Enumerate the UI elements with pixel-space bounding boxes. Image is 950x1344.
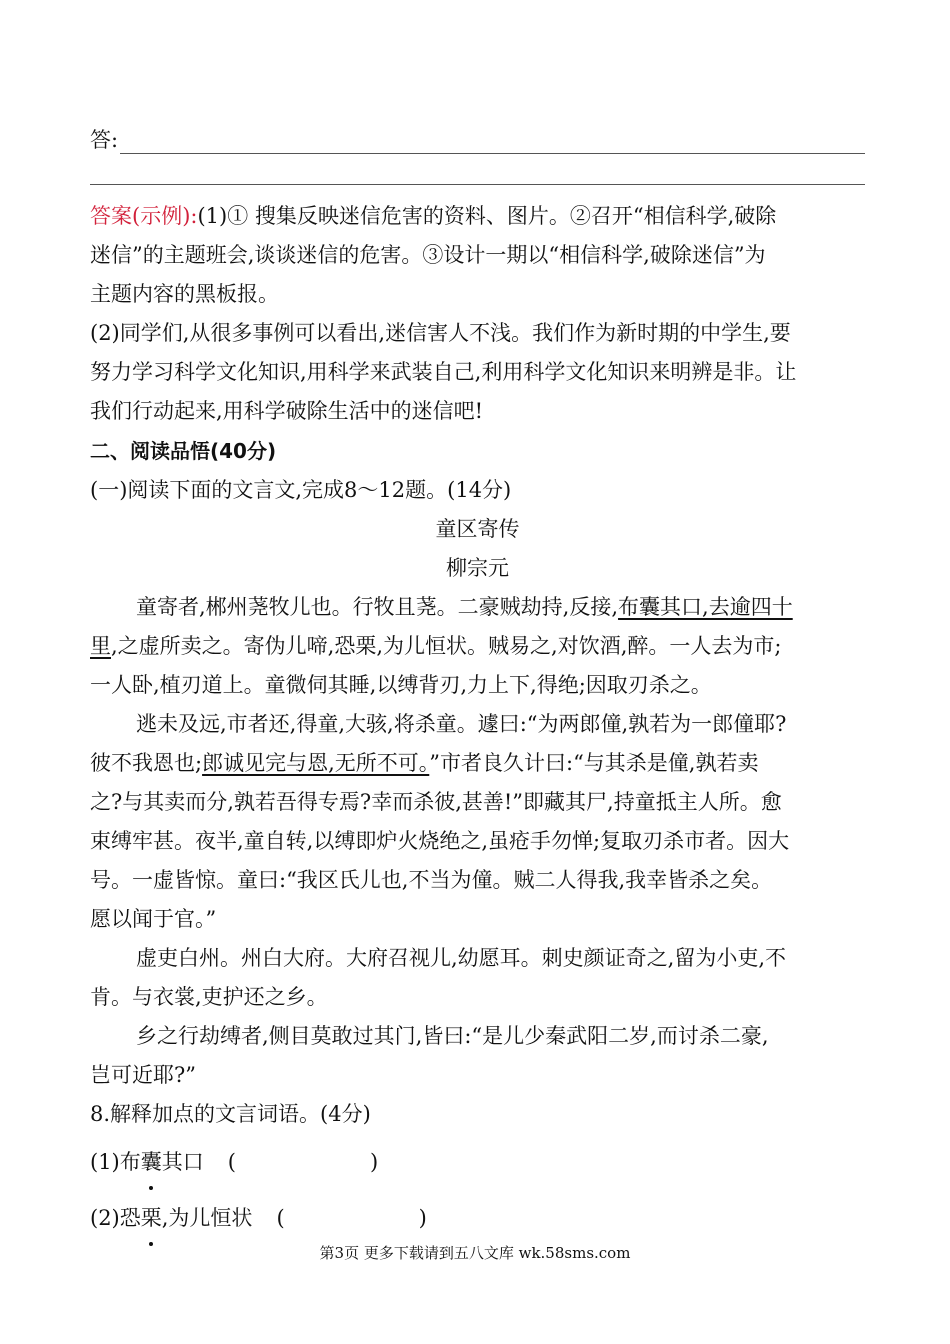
sub-instruction: (一)阅读下面的文言文,完成8～12题。(14分) [90,478,512,502]
q1-open-paren: ( [227,1150,236,1174]
sample-answer-block [90,197,865,431]
question-8-stem: 8.解释加点的文言词语。(4分) [90,1102,371,1126]
section-title: 二、阅读品悟(40分) [90,439,277,463]
sample-answer-line-5: 努力学习科学文化知识,用科学来武装自己,利用科学文化知识来明辨是非。让 [90,360,797,384]
answer-blank-line-2[interactable] [90,154,865,185]
p1-text-a: 童寄者,郴州荛牧儿也。行牧且荛。二豪贼劫持,反接, [136,595,619,619]
page-footer: 第3页 更多下载请到五八文库 wk.58sms.com [319,1244,631,1262]
answer-prompt-label: 答: [90,128,119,152]
q1-suffix: 其口 [161,1150,204,1174]
p2-text-d: 束缚牢甚。夜半,童自转,以缚即炉火烧绝之,虽疮手勿惮;复取刃杀市者。因大 [90,829,790,853]
p2-text-c: 之?与其卖而分,孰若吾得专焉?幸而杀彼,甚善!”即藏其尸,持童抵主人所。愈 [90,790,782,814]
answer-blank-line-1[interactable] [120,125,865,154]
q2-open-paren: ( [276,1206,285,1230]
sample-answer-line-2: 迷信”的主题班会,谈谈迷信的危害。③设计一期以“相信科学,破除迷信”为 [90,243,766,267]
q2-dotted-word: 栗 [141,1198,162,1238]
sample-answer-line-1: (1)① 搜集反映迷信危害的资料、图片。②召开“相信科学,破除 [197,204,777,228]
sample-answer-line-6: 我们行动起来,用科学破除生活中的迷信吧! [90,399,484,423]
sample-answer-line-4: (2)同学们,从很多事例可以看出,迷信害人不浅。我们作为新时期的中学生,要 [90,321,791,345]
p4-text-b: 岂可近耶?” [90,1063,196,1087]
p1-underlined-a: 布囊其口,去逾四十 [618,595,793,619]
p1-underlined-b: 里 [90,634,111,658]
p1-text-c: 一人卧,植刃道上。童微伺其睡,以缚背刃,力上下,得绝;因取刃杀之。 [90,673,712,697]
q1-prefix: (1)布 [90,1150,141,1174]
p3-text-a: 虚吏白州。州白大府。大府召视儿,幼愿耳。刺史颜证奇之,留为小吏,不 [136,946,787,970]
p3-text-b: 肯。与衣裳,吏护还之乡。 [90,985,328,1009]
p2-text-b1: 彼不我恩也; [90,751,203,775]
passage-author: 柳宗元 [446,556,509,580]
q2-close-paren: ) [418,1206,427,1230]
q1-dotted-word: 囊 [141,1142,162,1182]
p4-text-a: 乡之行劫缚者,侧目莫敢过其门,皆曰:“是儿少秦武阳二岁,而讨杀二豪, [136,1024,769,1048]
p2-text-b2: ”市者良久计曰:“与其杀是僮,孰若卖 [429,751,759,775]
question-8-item-1 [90,1134,865,1190]
question-8-item-2 [90,1190,865,1246]
sample-answer-line-3: 主题内容的黑板报。 [90,282,279,306]
q2-suffix: ,为儿恒状 [161,1206,253,1230]
document-page [90,110,865,1246]
passage-body [90,588,865,1095]
p2-text-f: 愿以闻于官。” [90,907,217,931]
q1-close-paren: ) [369,1150,379,1174]
p1-text-b: ,之虚所卖之。寄伪儿啼,恐栗,为儿恒状。贼易之,对饮酒,醉。一人去为市; [111,634,782,658]
passage-title: 童区寄传 [435,517,520,541]
p2-underlined: 郎诚见完与恩,无所不可。 [202,751,430,775]
answer-prompt-row [90,110,865,154]
p2-text-e: 号。一虚皆惊。童曰:“我区氏儿也,不当为僮。贼二人得我,我幸皆杀之矣。 [90,868,773,892]
sample-answer-label: 答案(示例): [90,204,198,228]
p2-text-a: 逃未及远,市者还,得童,大骇,将杀童。遽曰:“为两郎僮,孰若为一郎僮耶? [136,712,787,736]
q2-prefix: (2)恐 [90,1206,141,1230]
